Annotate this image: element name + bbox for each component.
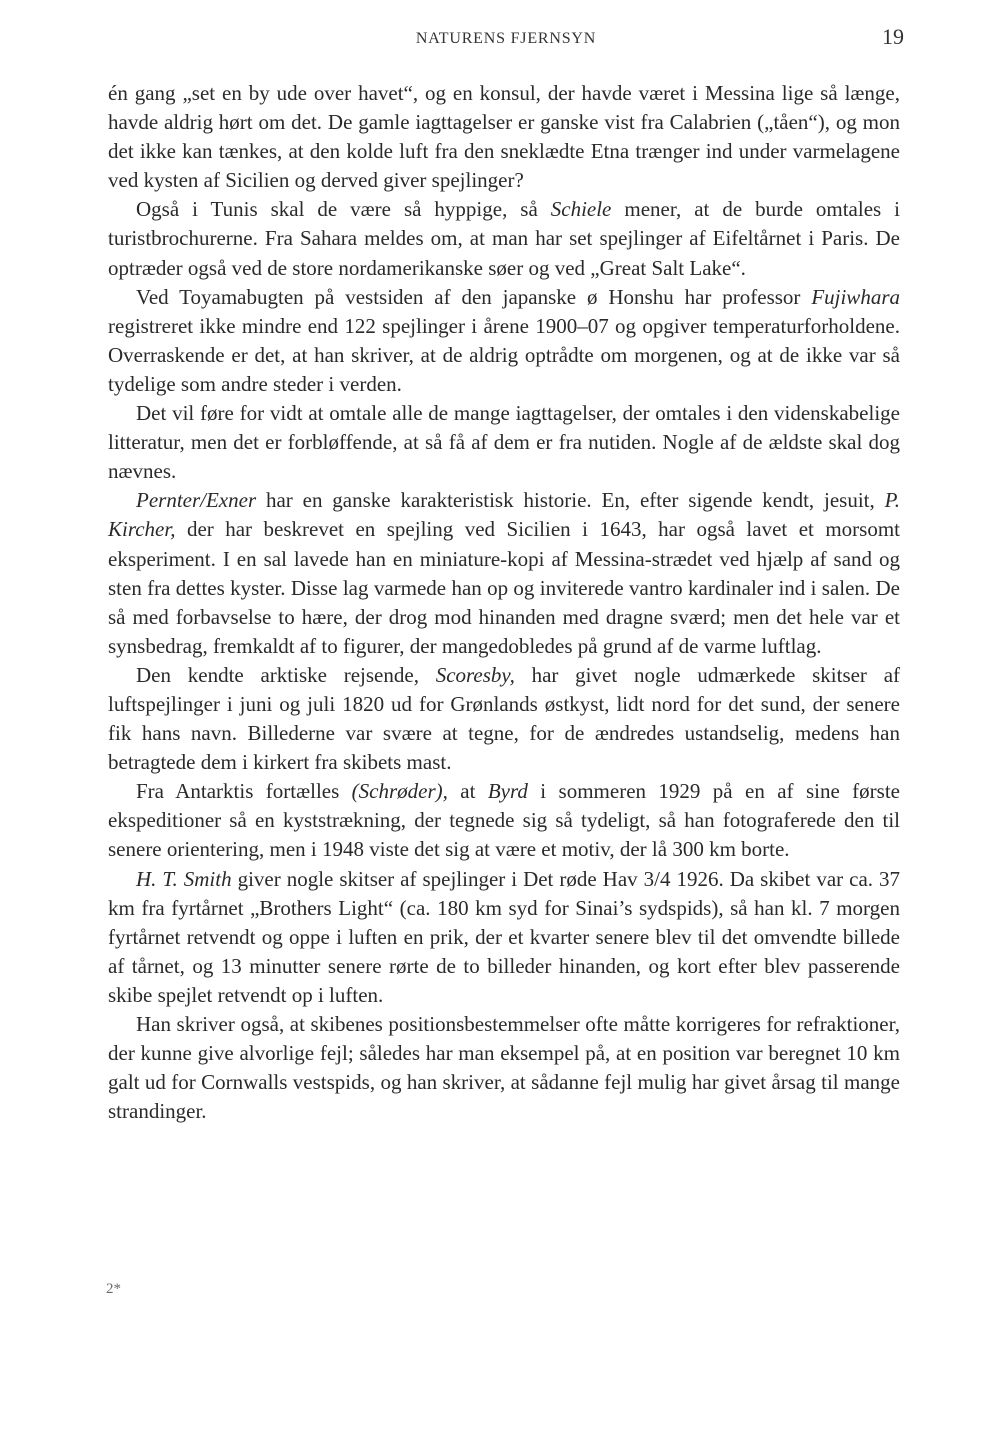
italic-text-run: Fujiwhara — [811, 284, 900, 309]
text-run: i sommeren 1929 på en af sine første ekspeditioner så en kyststrækning, der tegnede sig så tydeligt, så han fotograferede den til senere orientering, men i 1948 viste det sig at være et motiv, der lå 300 km borte. — [108, 779, 900, 862]
text-run: Fra Antarktis fortælles — [136, 779, 352, 804]
italic-text-run: P. Kircher, — [108, 488, 900, 542]
paragraph — [108, 865, 900, 1010]
paragraph — [108, 486, 900, 661]
text-run: Det vil føre for vidt at omtale alle de mange iagttagelser, der omtales i den videnskabelige litteratur, men det er forbløffende, at så få af dem er fra nutiden. Nogle af de ældste skal dog nævnes. — [108, 401, 900, 484]
running-head — [108, 24, 904, 54]
text-run: Også i Tunis skal de være så hyppige, så — [136, 197, 551, 222]
italic-text-run: (Schrøder), — [351, 779, 448, 804]
italic-text-run: Schiele — [550, 197, 612, 222]
paragraph — [108, 79, 900, 195]
text-run: Den kendte arktiske rejsende, — [136, 662, 436, 687]
paragraph — [108, 399, 900, 486]
paragraph — [108, 777, 900, 864]
paragraph — [108, 195, 900, 282]
text-run: har en ganske karakteristisk historie. En, efter sigende kendt, jesuit, — [256, 488, 885, 513]
signature-mark: 2* — [106, 1281, 121, 1297]
running-title: NATURENS FJERNSYN — [415, 30, 597, 47]
text-run: Han skriver også, at skibenes positionsbestemmelser ofte måtte korrigeres for refraktioner, der kunne give alvorlige fejl; således har man eksempel på, at en position var beregnet 10 km galt ud for Cornwalls vestspids, og han skriver, at sådanne fejl mulig har givet årsag til mange strandinger. — [108, 1012, 900, 1124]
text-run: mener, at de burde omtales i turistbrochurerne. Fra Sahara meldes om, at man har set spejlinger af Eifeltårnet i Paris. De optræder også ved de store nordamerikanske søer og ved „Great Salt Lake“. — [108, 197, 900, 280]
italic-text-run: Pernter/Exner — [136, 488, 257, 513]
italic-text-run: Scoresby, — [435, 662, 515, 687]
body-text — [108, 79, 900, 1126]
text-run: har givet nogle udmærkede skitser af luftspejlinger i juni og juli 1820 ud for Grønlands østkyst, lidt nord for det sund, der senere fik hans navn. Billederne var svære at tegne, for de ændredes ustandselig, medens han betragtede dem i kirkert fra skibets mast. — [108, 662, 901, 775]
page-number: 19 — [882, 24, 904, 49]
text-run: registreret ikke mindre end 122 spejlinger i årene 1900–07 og opgiver temperaturforholdene. Overraskende er det, at han skriver, at de aldrig optrådte om morgenen, og at de ikke var så tydelige som andre steder i verden. — [108, 313, 900, 396]
paragraph — [108, 283, 900, 399]
paragraph — [108, 1010, 900, 1126]
italic-text-run: Byrd — [487, 779, 528, 804]
italic-text-run: H. T. Smith — [136, 866, 232, 891]
paragraph — [108, 661, 900, 777]
text-run: der har beskrevet en spejling ved Sicilien i 1643, har også lavet et morsomt eksperiment. I en sal lavede han en miniature-kopi af Messina-strædet ved hjælp af sand og sten fra dettes kyster. Disse lag varmede han op og inviterede vantro kardinaler ind i salen. De så med forbavselse to hære, der drog mod hinanden med dragne sværd; men det hele var et synsbedrag, fremkaldt af to figurer, der mangedobledes på grund af de varme luftlag. — [108, 517, 900, 658]
text-run: giver nogle skitser af spejlinger i Det røde Hav 3/4 1926. Da skibet var ca. 37 km fra fyrtårnet „Brothers Light“ (ca. 180 km syd for Sinai’s sydspids), så han kl. 7 morgen fyrtårnet retvendt og oppe i luften en prik, der et kvarter senere blev til det omvendte billede af tårnet, og 13 minutter senere rørte de to billeder hinanden, og kort efter blev passerende skibe spejlet retvendt op i luften. — [108, 866, 900, 1007]
text-run: Ved Toyamabugten på vestsiden af den japanske ø Honshu har professor — [136, 284, 812, 309]
text-run: at — [447, 779, 488, 804]
text-run: én gang „set en by ude over havet“, og en konsul, der havde været i Messina lige så længe, havde aldrig hørt om det. De gamle iagttagelser er ganske vist fra Calabrien („tåen“), og mon det ikke kan tænkes, at den kolde luft fra den sneklædte Etna trænger ind under varmelagene ved kysten af Sicilien og derved giver spejlinger? — [108, 81, 900, 193]
